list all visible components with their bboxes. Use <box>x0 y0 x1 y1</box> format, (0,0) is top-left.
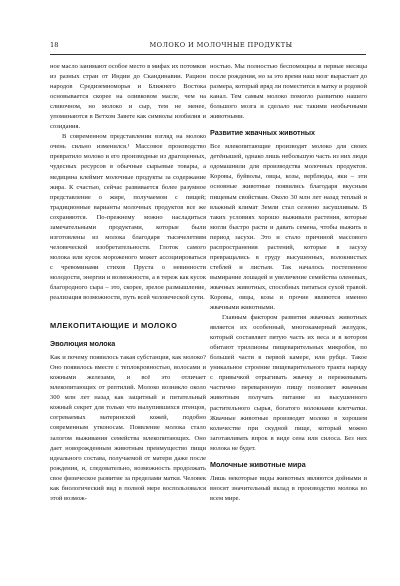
left-column <box>50 62 206 504</box>
page-header <box>50 38 366 52</box>
paragraph: ное масло занимают особое место в мифах их потомков из разных стран от Индии до Скандинавии. Рацион народов Средиземноморья и Ближнего Востока основывается скорее на оливковом масле, чем на сливочном, но молоко и сыр, тем не менее, упоминаются в Ветхом Завете как символы изобилия и созидания. <box>50 63 206 131</box>
running-title: МОЛОКО И МОЛОЧНЫЕ ПРОДУКТЫ <box>149 41 293 49</box>
paragraph: Лишь некоторые виды животных являются дойными и вносят значительный вклад в производство молока во всем мире. <box>210 474 367 502</box>
subsection-heading: Эволюция молока <box>50 339 116 349</box>
paragraph: Как и почему появилось такая субстанция, как молоко? Оно появилось вместе с теплокровностью, волосами и кожными железами, и всё это отличает млекопитающих от рептилий. Молоко возникло около 300 млн лет назад как защитный и питательный кожный секрет для только что вылупившихся птенцов, согреваемых материнской кожей, подобно современным утконосам. Появление молока стало залогом выживания семейства млекопитающих. Оно дает новорожденным животным преимущество пищи идеального состава, получаемой от матери даже после рождения, и, следовательно, возможность продолжать свое физическое развитие за пределами матки. Человек как биологический вид в полной мере воспользовался этой возмож- <box>50 354 206 502</box>
paragraph: Главным фактором развития жвачных животных является их особенный, многокамерный желудок, который составляет пятую часть их веса и в котором обитают триллионы пищеварительных микробов, по большей части в первой камере, или рубце. Такое уникальное строение пищеварительного тракта наряду с привычкой отрыгивать жвачку и пережевывать частично переваренную пищу позволяет жвачным животным получать питание из высушенного растительного сырья, богатого волокнами клетчатки. Жвачные животные производят молоко в хорошем количестве при скудной пище, который можно заготавливать впрок в виде сена или силоса. Без них молока не будет. <box>210 314 367 452</box>
paragraph: Все млекопитающие производят молоко для своих детёнышей, однако лишь небольшую часть из них люди одомашнили для производства молочных продуктов. Коровы, буйволы, овцы, козы, верблюды, яки – эти основные животные появились благодаря вкусным пищевым свойствам. Около 30 млн лет назад теплый и влажный климат Земли стал сезонно засушливым. В таких условиях хорошо выживали растения, которые могли быстро расти и давать семена, чтобы выжить в период засухи. Это и стало причиной массового распространения растений, которые в засуху превращались в груду высушенных, волокнистых стеблей и листьев. Так началось постепенное вымирание лошадей и увеличение семейства оленевых, жвачных животных, способных питаться сухой травой. Коровы, овцы, козы и прочие являются именно жвачными животными. <box>210 143 367 312</box>
paragraph: ностью. Мы полностью беспомощны в первые месяцы после рождения, но за это время наш мозг вырастает до размера, который вряд ли поместится в матку и родовой канал. Тем самым молоко помогло развитию нашего большого мозга и сделало нас такими необычными животными. <box>210 63 367 121</box>
paragraph: В современном представлении взгляд на молоко очень сильно изменился.¹ Массовое производство превратило молоко и его производные из драгоценных, чудесных ресурсов в обычные сырьевые товары, а медицина клеймит молочные продукты за содержание жира. К счастью, сейчас развивается более разумное представление о жире, получаемом с пищей; традиционные варианты молочных продуктов все же сохраняются. По-прежнему можно насладиться замечательными продуктами, которые были изготовлены из молока благодаря тысячелетиям человеческой изобретательности. Глоток самого молока или кусок мороженого может ассоциироваться с чревоминами стихов Пруста о невинности молодости, энергии и возможности, а в тереж как кусок благородного сыра – это, скорее, зрелое размышление, реализация возможности, путь всей человеческой сути. <box>50 133 206 302</box>
right-column <box>210 62 367 504</box>
section-heading: МЛЕКОПИТАЮЩИЕ И МОЛОКО <box>50 321 178 331</box>
header-rule <box>50 54 366 55</box>
page-number: 18 <box>50 41 59 49</box>
subsection-heading: Развитие жвачных животных <box>210 128 316 138</box>
subsection-heading: Молочные животные мира <box>210 459 306 469</box>
